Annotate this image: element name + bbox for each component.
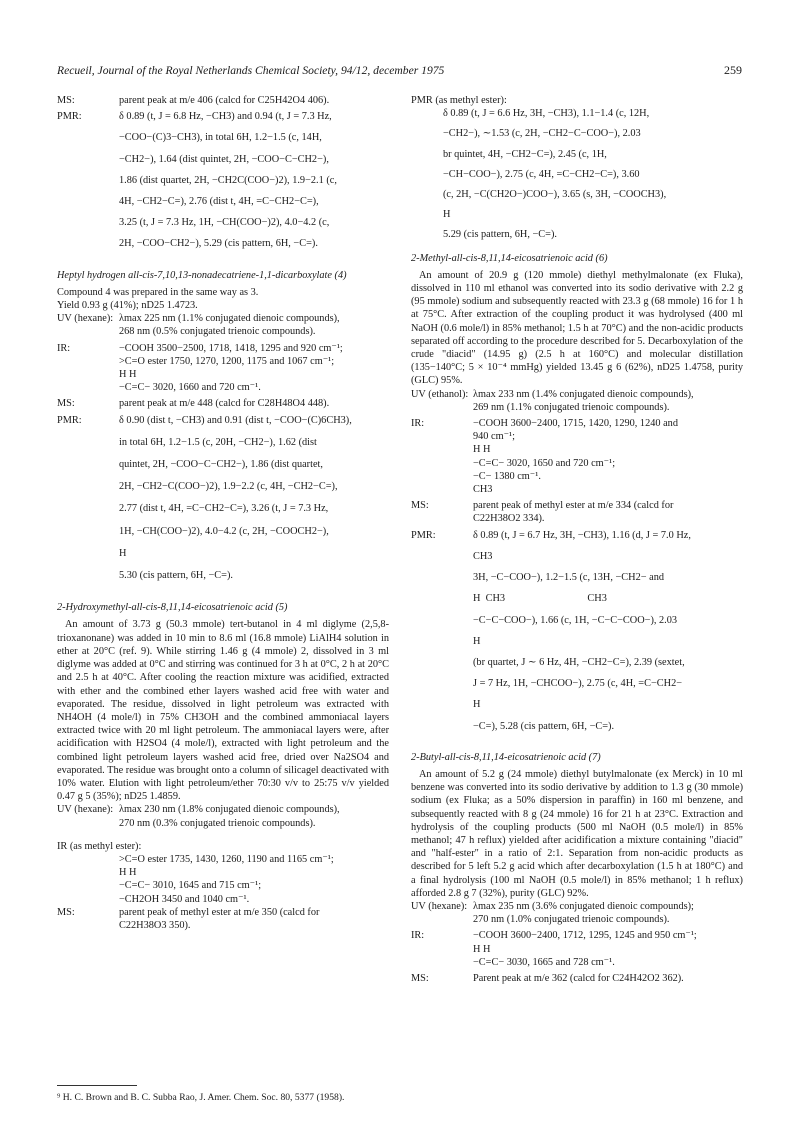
text-line: −CH2−), 1.64 (dist quintet, 2H, −COO−C−CH2−), [119, 153, 329, 165]
ir-lines [119, 342, 389, 395]
pmr-label: PMR (as methyl ester): [411, 95, 507, 106]
page-number: 259 [724, 63, 742, 77]
text-line: λmax 230 nm (1.8% conjugated dienoic compounds), [119, 804, 340, 816]
pmr-lines [473, 529, 743, 741]
footnote-rule [57, 1085, 137, 1086]
text-line: >C=O ester 1750, 1270, 1200, 1175 and 1067 cm⁻¹; [119, 355, 335, 367]
pmr-block [57, 414, 389, 592]
ir-label: IR: [411, 930, 425, 942]
uv-lines [473, 900, 743, 926]
ir-lines [473, 929, 743, 969]
text-line: −C=), 5.28 (cis pattern, 6H, −C=). [473, 720, 615, 732]
text-line: −CH2OH 3450 and 1040 cm⁻¹. [119, 893, 250, 905]
ms-label: MS: [411, 972, 429, 984]
text-line: H H [473, 444, 491, 456]
uv-label: UV (hexane): [411, 900, 468, 912]
text-line: C22H38O3 350). [119, 919, 191, 931]
footnote: ⁹ H. C. Brown and B. C. Subba Rao, J. Amer. Chem. Soc. 80, 5377 (1958). [57, 1092, 345, 1103]
text-line: 270 nm (1.0% conjugated trienoic compounds). [473, 914, 670, 926]
text-line: H H [119, 369, 137, 381]
uv-label: UV (hexane): [57, 804, 114, 816]
running-header [57, 64, 742, 78]
text-line: in total 6H, 1.2−1.5 (c, 20H, −CH2−), 1.62 (dist [119, 436, 317, 448]
ms-label: MS: [57, 95, 75, 106]
compound-7-title: 2-Butyl-all-cis-8,11,14-eicosatrienoic acid (7) [411, 751, 601, 763]
text-line: H H [119, 867, 137, 879]
text-line: 3.25 (t, J = 7.3 Hz, 1H, −CH(COO−)2), 4.0−4.2 (c, [119, 217, 330, 229]
left-column [57, 94, 389, 935]
compound-5-procedure: An amount of 3.73 g (50.3 mmole) tert-butanol in 4 ml diglyme (2,5,8-trioxanonane) was added in 10 min to 8.6 ml (16.8 mmole) LiAlH4 solution in ether at 20°C (ref. 9). While stirring 1.46 g (4 mmole) 2, dissolved in 3 ml diglyme was added at 0°C and stirring was continued for 3 h at 0°C, 2 h at 20°C and 2.5 h at 40°C. After cooling the reaction mixture was acidified, extracted with ether and the combined ether layers washed acid free with water and evaporated. The residue, dissolved in light petroleum was extracted with NH4OH (4 mole/l) in 75% CH3OH and the combined ammoniacal layers extracted twice with 20 ml light petroleum. The ammoniacal layers were, after acidification with H2SO4 (4 mole/l), extracted with light petroleum and the combined light petroleum layers washed acid free, dried over Na2SO4 and evaporated. The residue was brought onto a column of silicagel deactivated with 10% water. Elution with light petroleum/ether 70:30 v/v to 25:75 v/v yielded 0.47 g 5 (35%); nD25 1.4859. [57, 619, 389, 803]
uv-block [411, 388, 743, 414]
text-line: 3H, −C−COO−), 1.2−1.5 (c, 13H, −CH2− and [473, 572, 665, 584]
text-line: 1.86 (dist quartet, 2H, −CH2C(COO−)2), 1.9−2.1 (c, [119, 174, 337, 186]
text-line: −COOH 3500−2500, 1718, 1418, 1295 and 920 cm⁻¹; [119, 342, 343, 354]
ir-lines [57, 853, 389, 906]
text-line: H CH3 CH3 [473, 593, 607, 605]
text-line: 940 cm⁻¹; [473, 431, 515, 443]
ms-block [411, 499, 743, 525]
uv-block [57, 312, 389, 338]
ir-block [411, 929, 743, 969]
pmr-block [57, 110, 389, 258]
text-line: 5.29 (cis pattern, 6H, −C=). [443, 229, 557, 241]
text-line: δ 0.89 (t, J = 6.8 Hz, −CH3) and 0.94 (t, J = 7.3 Hz, [119, 111, 332, 123]
text-line: −C−C−COO−), 1.66 (c, 1H, −C−C−COO−), 2.03 [473, 614, 678, 626]
text-line: H [473, 635, 481, 647]
text-line: br quintet, 4H, −CH2−C=), 2.45 (c, 1H, [443, 148, 607, 160]
text-line: δ 0.90 (dist t, −CH3) and 0.91 (dist t, −COO−(C)6CH3), [119, 414, 352, 426]
uv-lines [473, 388, 743, 414]
text-line: −COOH 3600−2400, 1712, 1295, 1245 and 950 cm⁻¹; [473, 930, 697, 942]
text-line: −C=C− 3030, 1665 and 728 cm⁻¹. [473, 956, 615, 968]
text-line: −COOH 3600−2400, 1715, 1420, 1290, 1240 and [473, 418, 678, 430]
compound-7-procedure: An amount of 5.2 g (24 mmole) diethyl butylmalonate (ex Merck) in 10 ml benzene was converted into its sodio derivative by addition to 1.3 g (30 mmole) sodium (ex Fluka; as a 50% dispersion in paraffin) in 160 ml benzene, and subsequently reacted with 8 g (24 mmole) 16 for 21 h at 23°C. Extraction and hydrolysis of the coupling products (500 ml NaOH (0.5 mole/l) in 85% methanol; 47 h reflux) yielded after acidification a mixture containing "diacid" and "half-ester" in a ratio of 2:1. Separation from non-acidic products as described for 5 left 5.2 g acid which after decarboxylation (1.5 h at 180°C) and a final hydrolysis (100 ml NaOH (0.5 mole/l) in 85% methanol; 1 h reflux) afforded 2.8 g 7 (32%), purity (GLC) 92%. [411, 768, 743, 899]
text-line: 5.30 (cis pattern, 6H, −C=). [119, 570, 233, 582]
compound-6-procedure: An amount of 20.9 g (120 mmole) diethyl methylmalonate (ex Fluka), dissolved in 110 ml ethanol was converted into its sodio derivative with 2.2 g (95 mmole) sodium and subsequently reacted with 23.3 g (68 mmole) 16 for 1 h at 75°C. After extraction of the coupling product it was hydrolysed (400 ml NaOH (0.6 mole/l) in 85% methanol; 1.5 h at 70°C) and the non-acidic products separated off according to the procedure described for 5. Decarboxylation of the crude "diacid" (14.95 g) (2.5 h at 160°C) and molecular distillation (135−140°C; 5 × 10⁻⁴ mmHg) yielded 13.45 g 6 (62%), nD25 1.4758, purity (GLC) 95%. [411, 269, 743, 387]
text-line: (c, 2H, −C(CH2O−)COO−), 3.65 (s, 3H, −COOCH3), [443, 189, 667, 201]
uv-label: UV (hexane): [57, 313, 114, 325]
text-line: δ 0.89 (t, J = 6.7 Hz, 3H, −CH3), 1.16 (d, J = 7.0 Hz, [473, 529, 691, 541]
text-line: CH3 [473, 484, 493, 496]
ir-label: IR: [411, 418, 425, 430]
ms-block [57, 397, 389, 410]
compound-6-title: 2-Methyl-all-cis-8,11,14-eicosatrienoic acid (6) [411, 252, 608, 264]
ms-text: parent peak at m/e 406 (calcd for C25H42O4 406). [119, 95, 330, 106]
pmr-block [411, 529, 743, 741]
pmr-label: PMR: [57, 111, 82, 123]
text-line: −C− 1380 cm⁻¹. [473, 470, 541, 482]
journal-title: Recueil, Journal of the Royal Netherlands Chemical Society, 94/12, december 1975 [57, 64, 445, 77]
uv-lines [119, 803, 389, 829]
compound-4-prep: Compound 4 was prepared in the same way as 3. [57, 286, 259, 298]
pmr-label: PMR: [411, 529, 436, 541]
ms-lines [119, 906, 389, 932]
text-line: CH3 [473, 550, 493, 562]
ms-block [57, 906, 389, 932]
ir-block [57, 342, 389, 395]
pmr-lines [119, 110, 389, 258]
text-line: −C=C− 3020, 1660 and 720 cm⁻¹. [119, 382, 261, 394]
text-line: λmax 233 nm (1.4% conjugated dienoic compounds), [473, 388, 694, 400]
ms-lines [473, 499, 743, 525]
text-line: J = 7 Hz, 1H, −CHCOO−), 2.75 (c, 4H, =C−CH2− [473, 678, 683, 690]
pmr-lines [411, 107, 743, 241]
text-line: 4H, −CH2−C=), 2.76 (dist t, 4H, =C−CH2−C=), [119, 196, 319, 208]
text-line: 270 nm (0.3% conjugated trienoic compounds). [119, 817, 316, 829]
ms-text: Parent peak at m/e 362 (calcd for C24H42O2 362). [473, 972, 684, 984]
text-line: parent peak of methyl ester at m/e 334 (calcd for [473, 500, 674, 512]
text-line: 2H, −COO−CH2−), 5.29 (cis pattern, 6H, −C=). [119, 238, 318, 250]
text-line: H [119, 547, 127, 559]
uv-label: UV (ethanol): [411, 388, 469, 400]
ms-block [57, 94, 389, 107]
ir-label: IR (as methyl ester): [57, 840, 142, 852]
text-line: 2.77 (dist t, 4H, =C−CH2−C=), 3.26 (t, J = 7.3 Hz, [119, 503, 329, 515]
right-column [411, 94, 743, 988]
text-line: δ 0.89 (t, J = 6.6 Hz, 3H, −CH3), 1.1−1.4 (c, 12H, [443, 108, 650, 120]
uv-block [57, 803, 389, 829]
ir-block [411, 417, 743, 496]
text-line: −COO−(C)3−CH3), in total 6H, 1.2−1.5 (c, 14H, [119, 132, 322, 144]
text-line: C22H38O2 334). [473, 513, 545, 525]
text-line: parent peak of methyl ester at m/e 350 (calcd for [119, 906, 320, 918]
compound-4-title: Heptyl hydrogen all-cis-7,10,13-nonadecatriene-1,1-dicarboxylate (4) [57, 269, 347, 281]
ms-block [411, 972, 743, 985]
text-line: (br quartet, J ∼ 6 Hz, 4H, −CH2−C=), 2.39 (sextet, [473, 656, 685, 668]
pmr-label: PMR: [57, 414, 82, 426]
ir-lines [473, 417, 743, 496]
text-line: H [443, 209, 451, 221]
compound-4-yield: Yield 0.93 g (41%); nD25 1.4723. [57, 300, 198, 312]
text-line: λmax 225 nm (1.1% conjugated dienoic compounds), [119, 313, 340, 325]
text-line: >C=O ester 1735, 1430, 1260, 1190 and 1165 cm⁻¹; [119, 853, 334, 865]
text-line: λmax 235 nm (3.6% conjugated dienoic compounds); [473, 900, 694, 912]
pmr-lines [119, 414, 389, 592]
text-line: −C=C− 3020, 1650 and 720 cm⁻¹; [473, 457, 616, 469]
compound-5-title: 2-Hydroxymethyl-all-cis-8,11,14-eicosatrienoic acid (5) [57, 602, 288, 614]
text-line: 1H, −CH(COO−)2), 4.0−4.2 (c, 2H, −COOCH2−), [119, 525, 329, 537]
text-line: −CH−COO−), 2.75 (c, 4H, =C−CH2−C=), 3.60 [443, 168, 640, 180]
uv-lines [119, 312, 389, 338]
ms-label: MS: [411, 500, 429, 512]
ms-label: MS: [57, 906, 75, 918]
text-line: 268 nm (0.5% conjugated trienoic compounds). [119, 326, 316, 338]
ms-label: MS: [57, 398, 75, 410]
text-line: quintet, 2H, −COO−C−CH2−), 1.86 (dist quartet, [119, 459, 323, 471]
text-line: 2H, −CH2−C(COO−)2), 1.9−2.2 (c, 4H, −CH2−C=), [119, 481, 338, 493]
ir-label: IR: [57, 342, 71, 354]
uv-block [411, 900, 743, 926]
text-line: H [473, 699, 481, 711]
text-line: H H [473, 943, 491, 955]
text-line: −C=C− 3010, 1645 and 715 cm⁻¹; [119, 880, 262, 892]
text-line: 269 nm (1.1% conjugated trienoic compounds). [473, 401, 670, 413]
text-line: −CH2−), ∼1.53 (c, 2H, −CH2−C−COO−), 2.03 [443, 128, 641, 140]
ms-text: parent peak at m/e 448 (calcd for C28H48O4 448). [119, 398, 330, 410]
